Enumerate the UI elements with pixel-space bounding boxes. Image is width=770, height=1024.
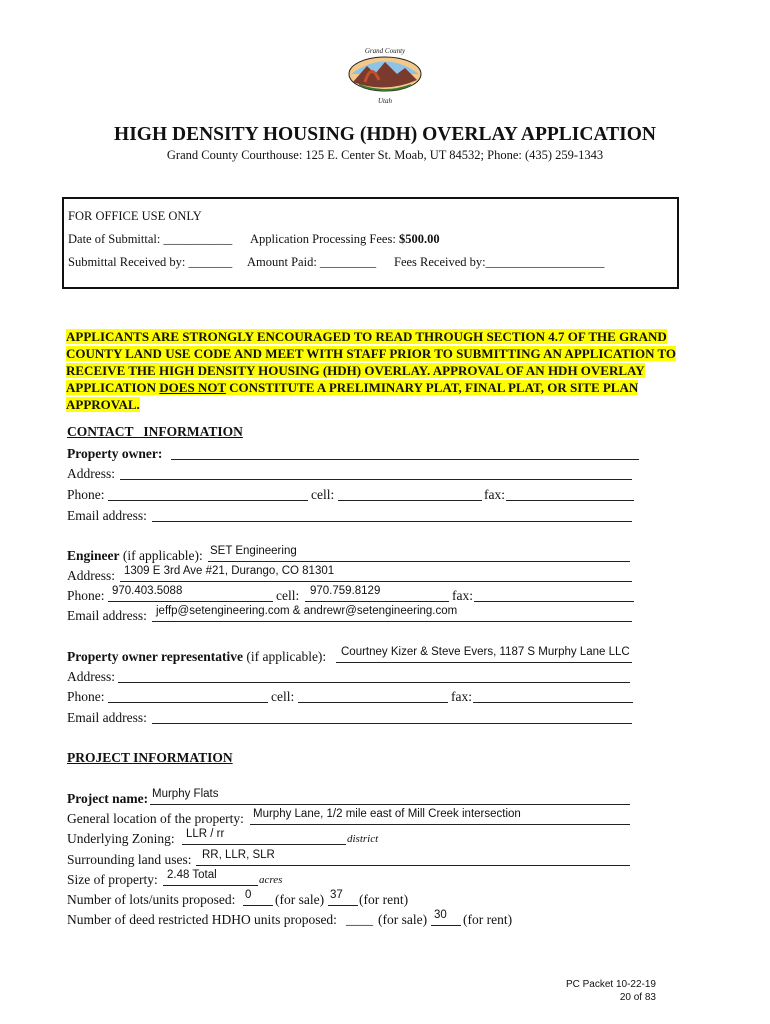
engineer-cell-value: 970.759.8129: [310, 585, 381, 597]
representative-label-text: Property owner representative: [67, 649, 243, 664]
zoning-value: LLR / rr: [186, 828, 225, 840]
engineer-address-value: 1309 E 3rd Ave #21, Durango, CO 81301: [124, 565, 335, 577]
rep-cell-field[interactable]: [298, 702, 448, 703]
deed-label: Number of deed restricted HDHO units proposed:: [67, 912, 337, 927]
owner-cell-field[interactable]: [338, 500, 482, 501]
size-value: 2.48 Total: [167, 869, 217, 881]
lots-sale-value: 0: [245, 889, 252, 901]
rep-cell-label: cell:: [271, 689, 295, 704]
representative-field[interactable]: [336, 662, 632, 663]
rep-email-label: Email address:: [67, 710, 147, 725]
surrounding-value: RR, LLR, SLR: [202, 849, 275, 861]
location-value: Murphy Lane, 1/2 mile east of Mill Creek intersection: [253, 808, 521, 820]
rep-phone-field[interactable]: [108, 702, 268, 703]
size-label: Size of property:: [67, 872, 158, 887]
representative-label: [67, 649, 326, 665]
engineer-phone-field[interactable]: [108, 601, 273, 602]
owner-email-label: Email address:: [67, 508, 147, 523]
representative-if-applicable: (if applicable):: [246, 649, 327, 664]
deed-for-rent: (for rent): [463, 912, 513, 927]
engineer-email-value: jeffp@setengineering.com & andrewr@setengineering.com: [156, 605, 458, 617]
engineer-email-field[interactable]: [152, 621, 632, 622]
deed-rent-field[interactable]: [431, 925, 461, 926]
rep-fax-field[interactable]: [473, 702, 633, 703]
fees-received-by: Fees Received by:___________________: [394, 255, 605, 269]
engineer-label-text: Engineer: [67, 548, 120, 563]
notice-part1: APPLICANTS ARE STRONGLY ENCOURAGED TO READ THROUGH SECTION 4.7 OF THE GRAND COUNTY LAND USE CODE AND MEET WITH STAFF PRIOR TO SUBMITTING AN APPLICATION TO RECEIVE THE HIGH DENSITY HOUSING (HDH) OVERLAY. APPROVAL OF AN HDH OVERLAY APPLICATION: [66, 329, 677, 395]
surrounding-label: Surrounding land uses:: [67, 852, 192, 867]
location-label: General location of the property:: [67, 811, 244, 826]
office-heading: FOR OFFICE USE ONLY: [68, 209, 202, 223]
property-owner-field[interactable]: [171, 459, 639, 460]
submittal-received-by: Submittal Received by: _______: [68, 255, 233, 269]
lots-for-rent: (for rent): [359, 892, 409, 907]
fees-label-text: Application Processing Fees:: [250, 232, 396, 246]
logo-bottom-text: Utah: [378, 97, 392, 105]
applicant-notice: [66, 328, 696, 413]
engineer-cell-field[interactable]: [305, 601, 449, 602]
office-use-box: [62, 197, 679, 289]
owner-phone-label: Phone:: [67, 487, 105, 502]
engineer-value: SET Engineering: [210, 545, 297, 557]
representative-value: Courtney Kizer & Steve Evers, 1187 S Murphy Lane LLC: [341, 646, 630, 658]
engineer-fax-field[interactable]: [474, 601, 634, 602]
property-owner-label: Property owner:: [67, 446, 163, 461]
location-field[interactable]: [250, 824, 630, 825]
engineer-cell-label: cell:: [276, 588, 300, 603]
lots-label: Number of lots/units proposed:: [67, 892, 236, 907]
engineer-phone-label: Phone:: [67, 588, 105, 603]
grand-county-logo: [345, 44, 425, 104]
fees-value: $500.00: [398, 232, 440, 246]
owner-cell-label: cell:: [311, 487, 335, 502]
rep-address-field[interactable]: [118, 682, 630, 683]
engineer-address-label: Address:: [67, 568, 115, 583]
engineer-fax-label: fax:: [452, 588, 473, 603]
owner-fax-label: fax:: [484, 487, 505, 502]
project-heading: PROJECT INFORMATION: [67, 750, 233, 765]
zoning-suffix: district: [347, 833, 379, 845]
page-subtitle: Grand County Courthouse: 125 E. Center St. Moab, UT 84532; Phone: (435) 259-1343: [166, 148, 604, 162]
contact-heading: CONTACT INFORMATION: [67, 424, 243, 439]
engineer-address-field[interactable]: [120, 581, 632, 582]
engineer-field[interactable]: [208, 561, 630, 562]
project-name-field[interactable]: [150, 804, 630, 805]
notice-part2: CONSTITUTE A PRELIMINARY PLAT, FINAL PLAT, OR SITE PLAN APPROVAL.: [66, 380, 639, 412]
rep-address-label: Address:: [67, 669, 115, 684]
deed-rent-value: 30: [434, 909, 447, 921]
rep-fax-label: fax:: [451, 689, 472, 704]
engineer-if-applicable: (if applicable):: [122, 548, 203, 563]
lots-for-sale: (for sale): [275, 892, 325, 907]
owner-fax-field[interactable]: [506, 500, 634, 501]
zoning-label: Underlying Zoning:: [67, 831, 175, 846]
project-name-label: Project name:: [67, 791, 149, 806]
lots-rent-field[interactable]: [328, 905, 358, 906]
engineer-phone-value: 970.403.5088: [112, 585, 183, 597]
deed-sale-blank[interactable]: ____: [346, 912, 373, 927]
date-of-submittal: Date of Submittal: ___________: [68, 232, 233, 246]
owner-address-label: Address:: [67, 466, 115, 481]
footer-page: 20 of 83: [619, 992, 656, 1003]
engineer-label: [67, 548, 203, 564]
page-title: HIGH DENSITY HOUSING (HDH) OVERLAY APPLICATION: [114, 124, 656, 145]
logo-top-text: Grand County: [364, 47, 406, 55]
engineer-email-label: Email address:: [67, 608, 147, 623]
owner-phone-field[interactable]: [108, 500, 308, 501]
owner-address-field[interactable]: [120, 479, 632, 480]
size-field[interactable]: [163, 885, 258, 886]
size-suffix: acres: [259, 874, 283, 886]
lots-sale-field[interactable]: [243, 905, 273, 906]
deed-for-sale: (for sale): [378, 912, 428, 927]
notice-emphasis: DOES NOT: [159, 380, 226, 395]
footer-packet: PC Packet 10-22-19: [565, 979, 656, 990]
amount-paid: Amount Paid: _________: [247, 255, 377, 269]
fees-label: [250, 232, 440, 247]
zoning-field[interactable]: [182, 844, 346, 845]
rep-email-field[interactable]: [152, 723, 632, 724]
surrounding-field[interactable]: [196, 865, 630, 866]
rep-phone-label: Phone:: [67, 689, 105, 704]
lots-rent-value: 37: [330, 889, 343, 901]
owner-email-field[interactable]: [152, 521, 632, 522]
project-name-value: Murphy Flats: [152, 788, 219, 800]
